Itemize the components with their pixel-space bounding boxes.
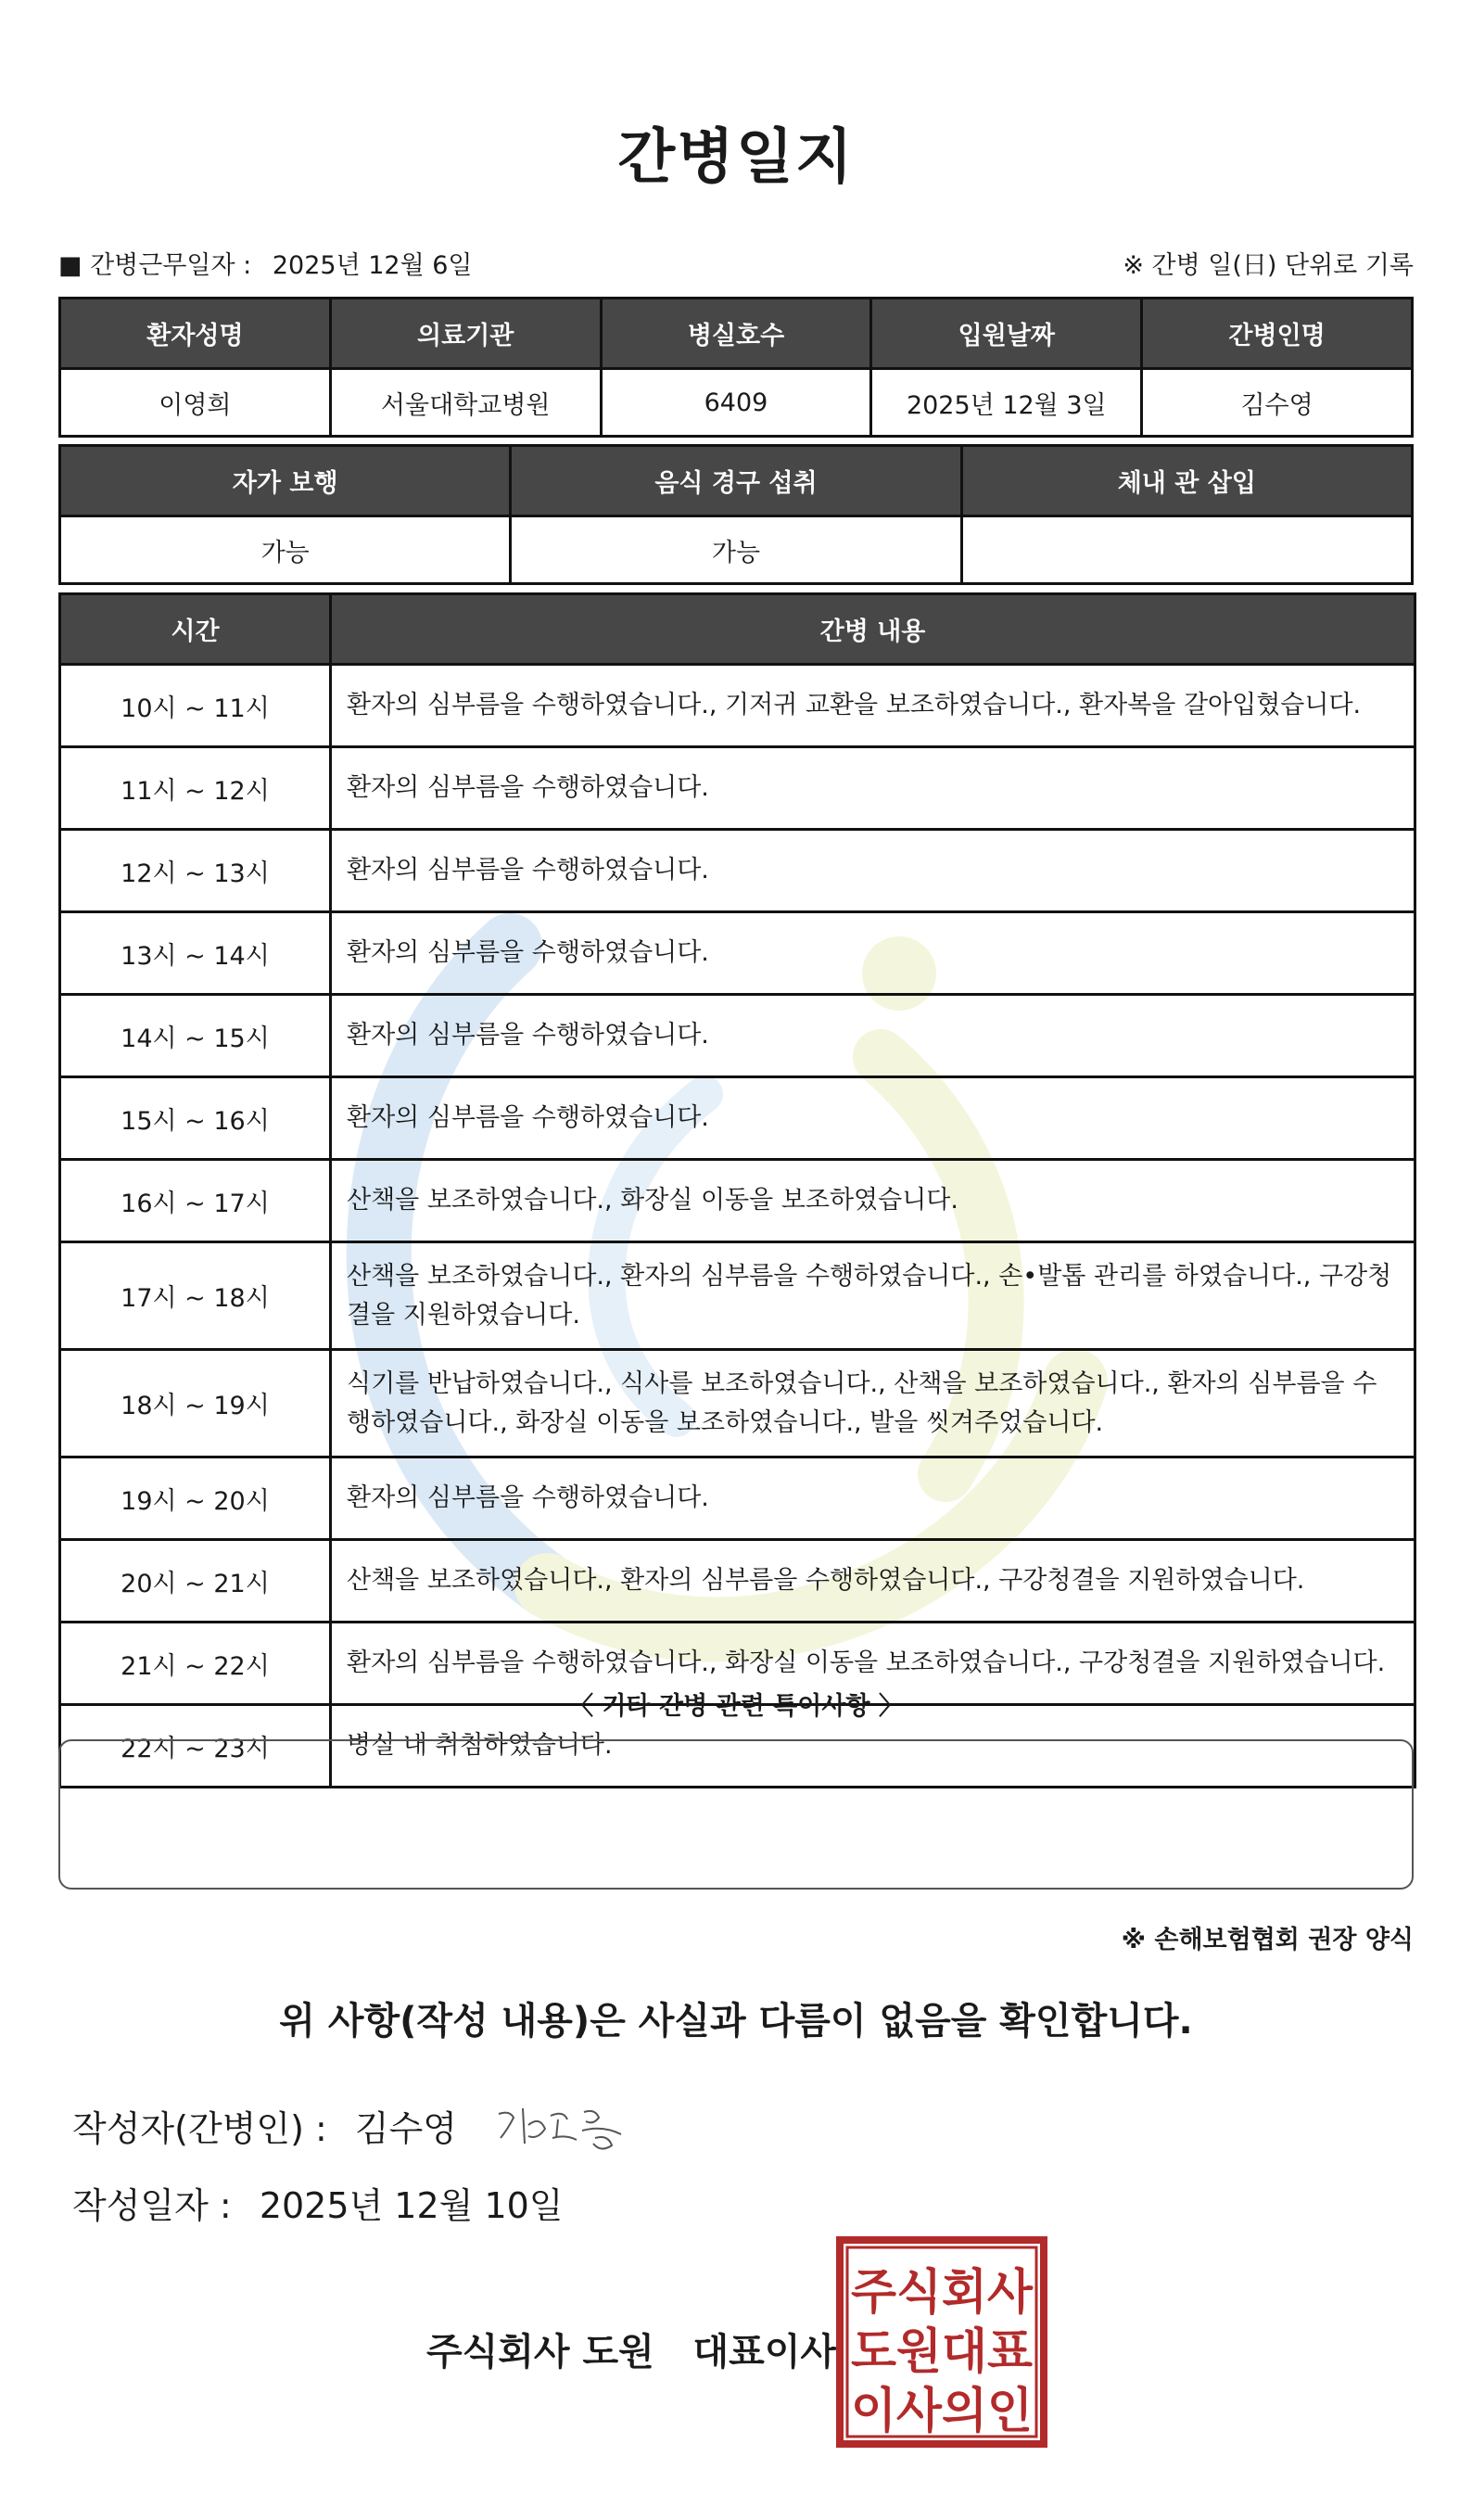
row-time: 22시 ~ 23시 bbox=[60, 1705, 331, 1788]
header-oral-intake: 음식 경구 섭취 bbox=[511, 446, 961, 516]
table-row bbox=[60, 747, 1415, 830]
row-content: 환자의 심부름을 수행하였습니다., 기저귀 교환을 보조하였습니다., 환자복을 갈아입혔습니다. bbox=[331, 665, 1415, 747]
row-time: 10시 ~ 11시 bbox=[60, 665, 331, 747]
row-time: 18시 ~ 19시 bbox=[60, 1350, 331, 1457]
table-row bbox=[60, 665, 1415, 747]
work-date-line bbox=[58, 245, 473, 281]
company-seal bbox=[836, 2236, 1047, 2448]
work-date-label: ■ 간병근무일자 : bbox=[58, 251, 252, 280]
row-content: 산책을 보조하였습니다., 환자의 심부름을 수행하였습니다., 손•발톱 관리를 하였습니다., 구강청결을 지원하였습니다. bbox=[331, 1242, 1415, 1350]
self-walking-value: 가능 bbox=[60, 516, 511, 584]
row-time: 20시 ~ 21시 bbox=[60, 1540, 331, 1623]
row-content: 환자의 심부름을 수행하였습니다. bbox=[331, 995, 1415, 1077]
company-name: 주식회사 도원 대표이사 bbox=[426, 2331, 837, 2374]
row-content: 환자의 심부름을 수행하였습니다. bbox=[331, 747, 1415, 830]
header-care-content: 간병 내용 bbox=[331, 594, 1415, 665]
handwritten-signature bbox=[491, 2097, 649, 2162]
room-number: 6409 bbox=[601, 369, 871, 437]
header-self-walking: 자가 보행 bbox=[60, 446, 511, 516]
header-caregiver-name: 간병인명 bbox=[1142, 299, 1413, 369]
hospital-name: 서울대학교병원 bbox=[330, 369, 601, 437]
special-notes-title: 〈 기타 간병 관련 특이사항 〉 bbox=[568, 1692, 904, 1721]
row-content: 환자의 심부름을 수행하였습니다., 화장실 이동을 보조하였습니다., 구강청결을 지원하였습니다. bbox=[331, 1623, 1415, 1705]
row-time: 11시 ~ 12시 bbox=[60, 747, 331, 830]
svg-text:도원대표: 도원대표 bbox=[851, 2324, 1033, 2380]
row-time: 14시 ~ 15시 bbox=[60, 995, 331, 1077]
patient-status-table bbox=[58, 444, 1414, 585]
table-row bbox=[60, 516, 1413, 584]
date-label: 작성일자 : bbox=[72, 2185, 232, 2226]
header-patient-name: 환자성명 bbox=[60, 299, 331, 369]
row-time: 17시 ~ 18시 bbox=[60, 1242, 331, 1350]
table-row bbox=[60, 1457, 1415, 1540]
row-time: 13시 ~ 14시 bbox=[60, 912, 331, 995]
row-time: 16시 ~ 17시 bbox=[60, 1160, 331, 1242]
svg-text:주식회사: 주식회사 bbox=[851, 2265, 1034, 2321]
table-row bbox=[60, 1242, 1415, 1350]
row-content: 환자의 심부름을 수행하였습니다. bbox=[331, 1457, 1415, 1540]
work-date-value: 2025년 12월 6일 bbox=[272, 251, 473, 280]
table-header-row bbox=[60, 594, 1415, 665]
tube-insertion-value bbox=[961, 516, 1412, 584]
row-content: 환자의 심부름을 수행하였습니다. bbox=[331, 1077, 1415, 1160]
row-content: 산책을 보조하였습니다., 화장실 이동을 보조하였습니다. bbox=[331, 1160, 1415, 1242]
care-log-table bbox=[58, 592, 1416, 1788]
patient-name: 이영희 bbox=[60, 369, 331, 437]
svg-text:이사의인: 이사의인 bbox=[851, 2384, 1033, 2439]
header-room-number: 병실호수 bbox=[601, 299, 871, 369]
recommend-note: ※ 손해보험협회 권장 양식 bbox=[1121, 1926, 1414, 1954]
writer-label: 작성자(간병인) : bbox=[72, 2108, 327, 2149]
table-row bbox=[60, 1540, 1415, 1623]
header-time: 시간 bbox=[60, 594, 331, 665]
patient-info-table bbox=[58, 297, 1414, 438]
row-time: 21시 ~ 22시 bbox=[60, 1623, 331, 1705]
written-date-line bbox=[72, 2177, 564, 2228]
row-content: 식기를 반납하였습니다., 식사를 보조하였습니다., 산책을 보조하였습니다., 환자의 심부름을 수행하였습니다., 화장실 이동을 보조하였습니다., 발을 씻겨주었습니다. bbox=[331, 1350, 1415, 1457]
header-admission-date: 입원날짜 bbox=[871, 299, 1142, 369]
table-header-row bbox=[60, 446, 1413, 516]
table-header-row bbox=[60, 299, 1413, 369]
confirmation-statement: 위 사항(작성 내용)은 사실과 다름이 없음을 확인합니다. bbox=[279, 2000, 1193, 2043]
row-content: 환자의 심부름을 수행하였습니다. bbox=[331, 830, 1415, 912]
table-row bbox=[60, 1350, 1415, 1457]
special-notes-box bbox=[58, 1739, 1414, 1890]
row-content: 병실 내 취침하였습니다. bbox=[331, 1705, 1415, 1788]
table-row bbox=[60, 830, 1415, 912]
writer-name: 김수영 bbox=[354, 2108, 457, 2149]
header-hospital: 의료기관 bbox=[330, 299, 601, 369]
row-content: 환자의 심부름을 수행하였습니다. bbox=[331, 912, 1415, 995]
table-row bbox=[60, 369, 1413, 437]
row-time: 15시 ~ 16시 bbox=[60, 1077, 331, 1160]
table-row bbox=[60, 995, 1415, 1077]
record-unit-note: ※ 간병 일(日) 단위로 기록 bbox=[1123, 251, 1414, 280]
writer-line bbox=[72, 2100, 457, 2151]
row-time: 12시 ~ 13시 bbox=[60, 830, 331, 912]
row-time: 19시 ~ 20시 bbox=[60, 1457, 331, 1540]
document-title: 간병일지 bbox=[617, 123, 855, 192]
header-tube-insertion: 체내 관 삽입 bbox=[961, 446, 1412, 516]
oral-intake-value: 가능 bbox=[511, 516, 961, 584]
admission-date: 2025년 12월 3일 bbox=[871, 369, 1142, 437]
row-content: 산책을 보조하였습니다., 환자의 심부름을 수행하였습니다., 구강청결을 지원하였습니다. bbox=[331, 1540, 1415, 1623]
table-row bbox=[60, 1077, 1415, 1160]
caregiver-name: 김수영 bbox=[1142, 369, 1413, 437]
table-row bbox=[60, 1160, 1415, 1242]
table-row bbox=[60, 912, 1415, 995]
date-value: 2025년 12월 10일 bbox=[259, 2185, 564, 2226]
